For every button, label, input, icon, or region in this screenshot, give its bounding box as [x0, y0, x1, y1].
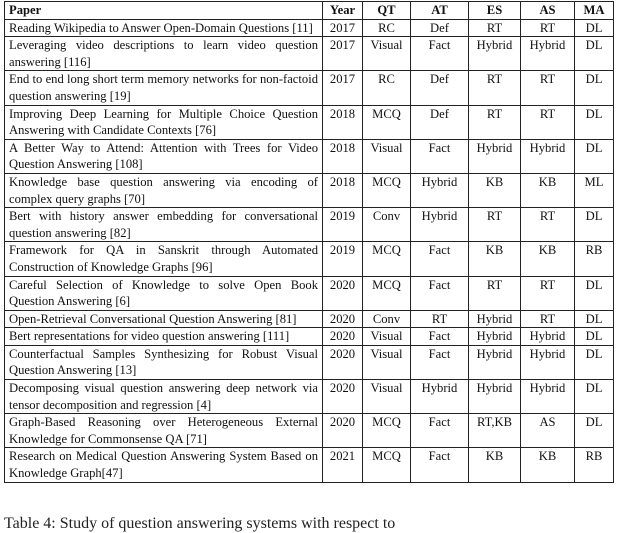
cell-year: 2020: [323, 276, 363, 310]
table-row: [5, 310, 614, 328]
table-row: [5, 139, 614, 173]
cell-paper: A Better Way to Attend: Attention with Trees for Video Question Answering [108]: [5, 139, 323, 173]
cell-year: 2020: [323, 310, 363, 328]
cell-es: RT: [469, 276, 521, 310]
cell-es: RT: [469, 105, 521, 139]
cell-as: RT: [521, 19, 575, 37]
cell-year: 2021: [323, 448, 363, 482]
header-paper: Paper: [5, 2, 323, 20]
cell-es: Hybrid: [469, 345, 521, 379]
table-row: [5, 71, 614, 105]
cell-as: RT: [521, 276, 575, 310]
cell-answer-type: Fact: [411, 414, 469, 448]
cell-question-type: Conv: [363, 208, 411, 242]
cell-question-type: MCQ: [363, 242, 411, 276]
cell-paper: Bert representations for video question answering [111]: [5, 328, 323, 346]
cell-year: 2020: [323, 414, 363, 448]
cell-ma: DL: [575, 328, 614, 346]
cell-ma: RB: [575, 242, 614, 276]
table-row: [5, 19, 614, 37]
cell-paper: Bert with history answer embedding for conversational question answering [82]: [5, 208, 323, 242]
cell-answer-type: Hybrid: [411, 208, 469, 242]
table-row: [5, 276, 614, 310]
cell-as: Hybrid: [521, 139, 575, 173]
cell-ma: DL: [575, 19, 614, 37]
cell-as: Hybrid: [521, 345, 575, 379]
cell-year: 2017: [323, 37, 363, 71]
cell-paper: Open-Retrieval Conversational Question Answering [81]: [5, 310, 323, 328]
cell-answer-type: Fact: [411, 242, 469, 276]
cell-answer-type: Fact: [411, 276, 469, 310]
header-question-type: QT: [363, 2, 411, 20]
table-row: [5, 345, 614, 379]
cell-ma: DL: [575, 276, 614, 310]
cell-answer-type: Hybrid: [411, 380, 469, 414]
table-row: [5, 380, 614, 414]
cell-year: 2020: [323, 328, 363, 346]
cell-as: Hybrid: [521, 37, 575, 71]
cell-paper: Graph-Based Reasoning over Heterogeneous External Knowledge for Commonsense QA [71]: [5, 414, 323, 448]
cell-es: KB: [469, 448, 521, 482]
cell-year: 2017: [323, 71, 363, 105]
cell-question-type: MCQ: [363, 173, 411, 207]
cell-year: 2017: [323, 19, 363, 37]
papers-table: [4, 1, 614, 483]
cell-answer-type: Fact: [411, 345, 469, 379]
cell-ma: DL: [575, 37, 614, 71]
cell-question-type: Visual: [363, 139, 411, 173]
cell-year: 2018: [323, 139, 363, 173]
cell-answer-type: Def: [411, 71, 469, 105]
cell-question-type: MCQ: [363, 448, 411, 482]
cell-year: 2020: [323, 380, 363, 414]
cell-ma: DL: [575, 380, 614, 414]
cell-as: KB: [521, 173, 575, 207]
table-row: [5, 242, 614, 276]
table-row: [5, 414, 614, 448]
cell-year: 2018: [323, 173, 363, 207]
cell-paper: Research on Medical Question Answering System Based on Knowledge Graph[47]: [5, 448, 323, 482]
cell-question-type: RC: [363, 19, 411, 37]
cell-year: 2019: [323, 242, 363, 276]
cell-year: 2018: [323, 105, 363, 139]
cell-paper: Decomposing visual question answering deep network via tensor decomposition and regression [4]: [5, 380, 323, 414]
cell-es: Hybrid: [469, 310, 521, 328]
table-body: [5, 19, 614, 482]
cell-answer-type: Fact: [411, 37, 469, 71]
cell-answer-type: RT: [411, 310, 469, 328]
cell-es: RT,KB: [469, 414, 521, 448]
cell-question-type: MCQ: [363, 105, 411, 139]
cell-year: 2019: [323, 208, 363, 242]
cell-paper: Improving Deep Learning for Multiple Choice Question Answering with Candidate Contexts [76]: [5, 105, 323, 139]
cell-as: RT: [521, 71, 575, 105]
cell-as: RT: [521, 105, 575, 139]
header-year: Year: [323, 2, 363, 20]
cell-answer-type: Def: [411, 19, 469, 37]
cell-paper: Leveraging video descriptions to learn video question answering [116]: [5, 37, 323, 71]
cell-ma: DL: [575, 71, 614, 105]
cell-question-type: Visual: [363, 380, 411, 414]
cell-as: KB: [521, 448, 575, 482]
cell-answer-type: Fact: [411, 448, 469, 482]
cell-question-type: MCQ: [363, 414, 411, 448]
cell-es: KB: [469, 242, 521, 276]
table-caption: Table 4: Study of question answering systems with respect to: [4, 515, 396, 532]
cell-as: RT: [521, 208, 575, 242]
cell-es: RT: [469, 208, 521, 242]
cell-question-type: Conv: [363, 310, 411, 328]
cell-ma: DL: [575, 414, 614, 448]
cell-ma: DL: [575, 105, 614, 139]
cell-question-type: RC: [363, 71, 411, 105]
cell-es: Hybrid: [469, 37, 521, 71]
cell-paper: Counterfactual Samples Synthesizing for Robust Visual Question Answering [13]: [5, 345, 323, 379]
cell-question-type: Visual: [363, 37, 411, 71]
table-row: [5, 208, 614, 242]
cell-answer-type: Fact: [411, 139, 469, 173]
cell-ma: ML: [575, 173, 614, 207]
cell-answer-type: Def: [411, 105, 469, 139]
cell-es: Hybrid: [469, 328, 521, 346]
cell-es: KB: [469, 173, 521, 207]
cell-question-type: Visual: [363, 328, 411, 346]
cell-ma: DL: [575, 345, 614, 379]
cell-answer-type: Fact: [411, 328, 469, 346]
cell-as: Hybrid: [521, 328, 575, 346]
table-row: [5, 105, 614, 139]
cell-as: Hybrid: [521, 380, 575, 414]
header-answer-type: AT: [411, 2, 469, 20]
cell-paper: Careful Selection of Knowledge to solve Open Book Question Answering [6]: [5, 276, 323, 310]
table-row: [5, 173, 614, 207]
cell-ma: RB: [575, 448, 614, 482]
cell-es: RT: [469, 19, 521, 37]
cell-as: RT: [521, 310, 575, 328]
cell-as: AS: [521, 414, 575, 448]
cell-es: RT: [469, 71, 521, 105]
cell-as: KB: [521, 242, 575, 276]
cell-paper: Reading Wikipedia to Answer Open-Domain Questions [11]: [5, 19, 323, 37]
table-row: [5, 328, 614, 346]
cell-question-type: Visual: [363, 345, 411, 379]
table-row: [5, 37, 614, 71]
header-row: [5, 2, 614, 20]
cell-paper: End to end long short term memory networks for non-factoid question answering [19]: [5, 71, 323, 105]
cell-ma: DL: [575, 208, 614, 242]
cell-paper: Framework for QA in Sanskrit through Automated Construction of Knowledge Graphs [96]: [5, 242, 323, 276]
cell-ma: DL: [575, 310, 614, 328]
cell-question-type: MCQ: [363, 276, 411, 310]
cell-answer-type: Hybrid: [411, 173, 469, 207]
table-row: [5, 448, 614, 482]
cell-es: Hybrid: [469, 380, 521, 414]
cell-paper: Knowledge base question answering via encoding of complex query graphs [70]: [5, 173, 323, 207]
header-es: ES: [469, 2, 521, 20]
cell-ma: DL: [575, 139, 614, 173]
cell-year: 2020: [323, 345, 363, 379]
header-as: AS: [521, 2, 575, 20]
header-ma: MA: [575, 2, 614, 20]
cell-es: Hybrid: [469, 139, 521, 173]
